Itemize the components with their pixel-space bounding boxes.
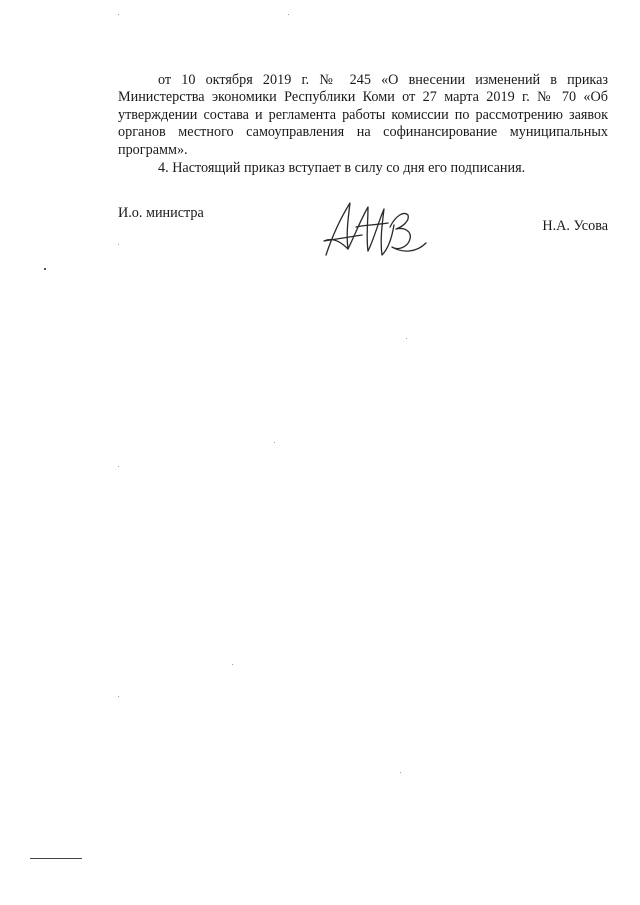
scan-speck — [118, 696, 119, 697]
scan-speck — [232, 664, 233, 665]
scan-speck — [118, 244, 119, 245]
signer-position: И.о. министра — [118, 205, 204, 221]
signature-block — [118, 205, 608, 265]
scan-speck — [44, 268, 46, 270]
scan-speck — [118, 14, 119, 15]
paragraph-amendment-reference: от 10 октября 2019 г. № 245 «О внесении изменений в приказ Министерства экономики Республики Коми от 27 марта 2019 г. № 70 «Об утверждении состава и регламента работы комиссии по рассмотрению заявок органов местного самоуправления на софинансирование муниципальных программ». — [118, 72, 608, 158]
scan-speck — [274, 442, 275, 443]
signer-name: Н.А. Усова — [542, 218, 608, 234]
scan-speck — [118, 466, 119, 467]
scan-speck — [288, 14, 289, 15]
paragraph-item-4: 4. Настоящий приказ вступает в силу со дня его подписания. — [158, 160, 526, 177]
footer-rule — [30, 858, 82, 859]
scan-speck — [400, 772, 401, 773]
handwritten-signature — [318, 197, 438, 269]
document-body — [118, 72, 608, 177]
scan-speck — [406, 338, 407, 339]
